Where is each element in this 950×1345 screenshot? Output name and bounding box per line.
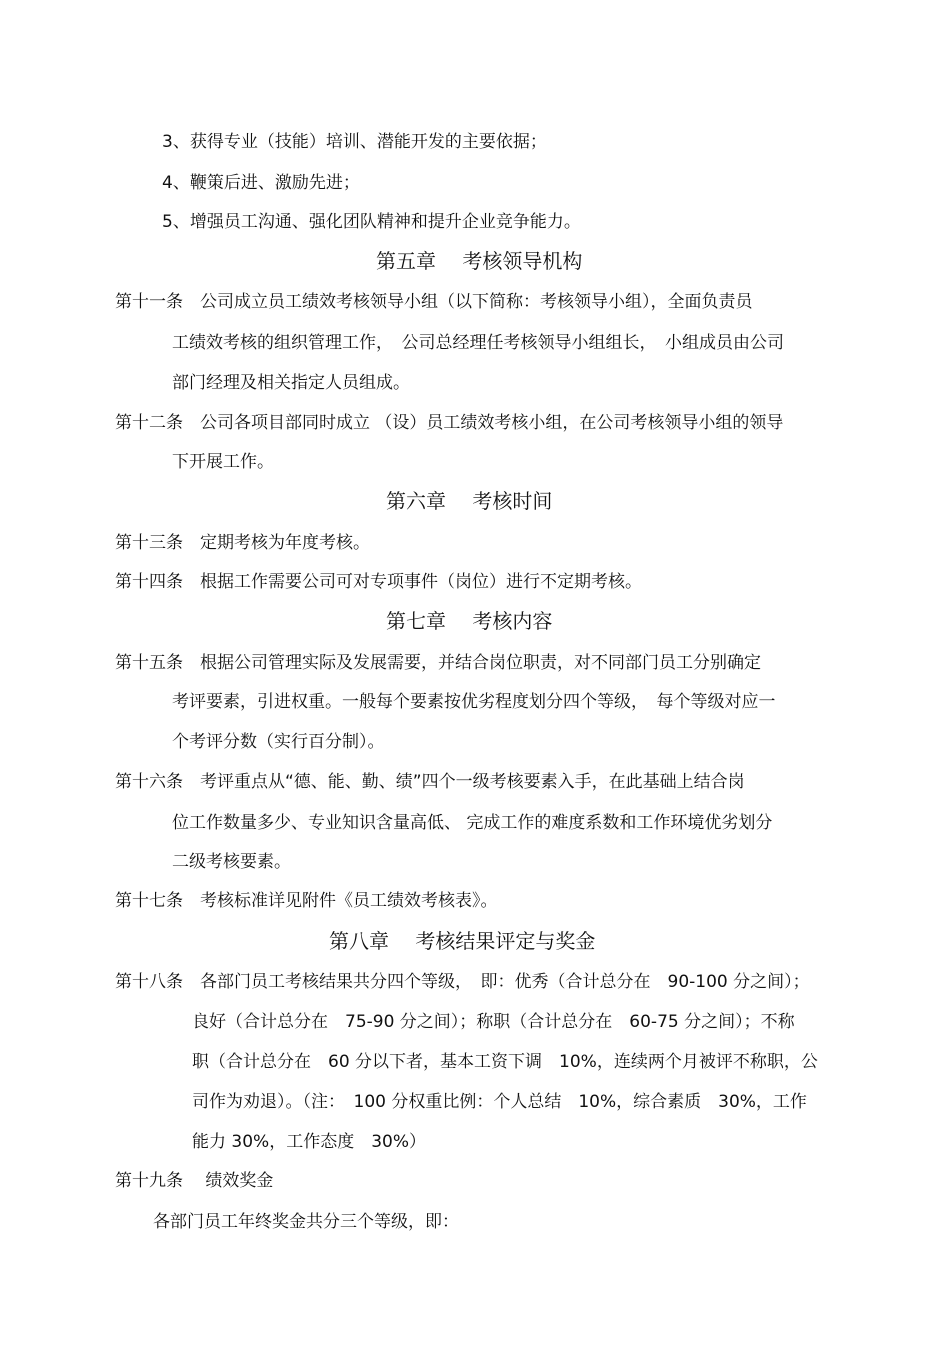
article-18-line-2: 良好（合计总分在 75-90 分之间）；称职（合计总分在 60-75 分之间）；不称 (192, 1012, 795, 1032)
article-14: 第十四条 根据工作需要公司可对专项事件（岗位）进行不定期考核。 (115, 572, 642, 592)
article-18-line-1: 第十八条 各部门员工考核结果共分四个等级， 即：优秀（合计总分在 90-100 分之间）； (115, 972, 810, 992)
chapter-5-heading: 第五章 考核领导机构 (376, 249, 583, 273)
article-15-line-2: 考评要素，引进权重。一般每个要素按优劣程度划分四个等级， 每个等级对应一 (172, 692, 776, 712)
article-19-body: 各部门员工年终奖金共分三个等级，即： (153, 1212, 459, 1232)
article-15-line-1: 第十五条 根据公司管理实际及发展需要，并结合岗位职责，对不同部门员工分别确定 (115, 653, 761, 673)
article-12-line-2: 下开展工作。 (172, 452, 274, 472)
article-19-heading: 第十九条 绩效奖金 (115, 1171, 274, 1191)
chapter-6-heading: 第六章 考核时间 (386, 489, 553, 513)
article-18-line-5: 能力 30%，工作态度 30%） (192, 1132, 426, 1152)
article-17: 第十七条 考核标准详见附件《员工绩效考核表》。 (115, 891, 498, 911)
chapter-8-heading: 第八章 考核结果评定与奖金 (329, 929, 596, 953)
list-item-4: 4、鞭策后进、激励先进； (162, 173, 360, 193)
article-11-line-1: 第十一条 公司成立员工绩效考核领导小组（以下简称：考核领导小组），全面负责员 (115, 292, 753, 312)
article-12-line-1: 第十二条 公司各项目部同时成立 （设）员工绩效考核小组，在公司考核领导小组的领导 (115, 413, 784, 433)
article-15-line-3: 个考评分数（实行百分制）。 (172, 732, 385, 752)
article-11-line-3: 部门经理及相关指定人员组成。 (172, 373, 410, 393)
article-13: 第十三条 定期考核为年度考核。 (115, 533, 370, 553)
list-item-5: 5、增强员工沟通、强化团队精神和提升企业竞争能力。 (162, 212, 581, 232)
article-11-line-2: 工绩效考核的组织管理工作， 公司总经理任考核领导小组组长， 小组成员由公司 (172, 333, 784, 353)
article-18-line-3: 职（合计总分在 60 分以下者，基本工资下调 10%，连续两个月被评不称职，公 (192, 1052, 818, 1072)
article-16-line-2: 位工作数量多少、专业知识含量高低、 完成工作的难度系数和工作环境优劣划分 (172, 813, 773, 833)
article-18-line-4: 司作为劝退）。（注： 100 分权重比例：个人总结 10%，综合素质 30%，工作 (192, 1092, 807, 1112)
list-item-3: 3、获得专业（技能）培训、潜能开发的主要依据； (162, 132, 547, 152)
chapter-7-heading: 第七章 考核内容 (386, 609, 553, 633)
article-16-line-1: 第十六条 考评重点从“德、能、勤、绩”四个一级考核要素入手，在此基础上结合岗 (115, 772, 745, 792)
article-16-line-3: 二级考核要素。 (172, 852, 291, 872)
